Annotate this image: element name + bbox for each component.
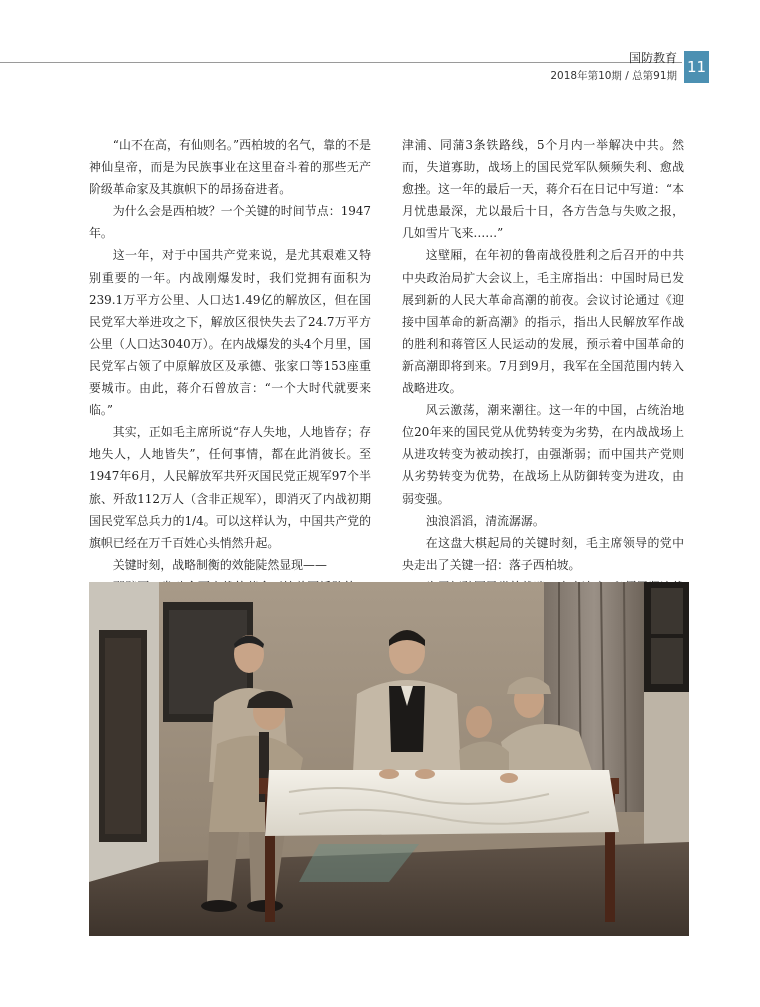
paragraph: 浊浪滔滔，清流潺潺。 xyxy=(425,513,545,528)
journal-name: 国防教育 xyxy=(628,51,677,65)
photo-wax-figures-meeting xyxy=(89,582,689,936)
paragraph: “山不在高，有仙则名。”西柏坡的名气，靠的不是神仙皇帝，而是为民族事业在这里奋斗着的那些无产阶级革命家及其旗帜下的昂扬奋进者。 xyxy=(89,138,371,197)
page-number: 11 xyxy=(684,51,709,83)
paragraph: 津浦、同蒲3条铁路线，5个月内一举解决中共。然而，失道寡助，战场上的国民党军队频频失利、愈战愈挫。这一年的最后一天，蒋介石在日记中写道：“本月忧患最深，尤以最后十日，各方告急与失败之报，几如雪片飞来……” xyxy=(402,138,684,241)
paragraph: 风云激荡，潮来潮往。这一年的中国，占统治地位20年来的国民党从优势转变为劣势，在内战战场上从进攻转变为被动挨打，由强渐弱；而中国共产党则从劣势转变为优势，在战场上从防御转变为进攻，由弱变强。 xyxy=(402,403,684,506)
paragraph: 为什么会是西柏坡？一个关键的时间节点：1947年。 xyxy=(89,204,371,241)
header-rule xyxy=(0,62,682,63)
paragraph: 关键时刻，战略制衡的效能陡然显现—— xyxy=(112,557,327,572)
photo-illustration xyxy=(89,582,689,936)
paragraph: 其实，正如毛主席所说“存人失地，人地皆存；存地失人，人地皆失”，任何事情，都在此消彼长。至1947年6月，人民解放军共歼灭国民党正规军97个半旅、歼敌112万人（含非正规军），即消灭了内战初期国民党军总兵力的1/4。可以这样认为，中国共产党的旗帜已经在万千百姓心头悄然升起。 xyxy=(89,425,371,550)
paragraph: 这一年，对于中国共产党来说，是尤其艰难又特别重要的一年。内战刚爆发时，我们党拥有面积为239.1万平方公里、人口达1.49亿的解放区，但在国民党军大举进攻之下，解放区很快失去了24.7万平方公里（人口达3040万）。在内战爆发的头4个月里，国民党军占领了中原解放区及承德、张家口等153座重要城市。由此，蒋介石曾放言：“一个大时代就要来临。” xyxy=(89,248,371,418)
issue-info: 2018年第10期 / 总第91期 xyxy=(550,70,677,82)
paragraph: 这壁厢，在年初的鲁南战役胜利之后召开的中共中央政治局扩大会议上，毛主席指出：中国时局已发展到新的人民大革命高潮的前夜。会议讨论通过《迎接中国革命的新高潮》的指示，指出人民解放军作战的胜利和蒋管区人民运动的发展，预示着中国革命的新高潮即将到来。7月到9月，我军在全国范围内转入战略进攻。 xyxy=(402,248,684,396)
left-column xyxy=(89,134,371,642)
paragraph: 在这盘大棋起局的关键时刻，毛主席领导的党中央走出了关键一招：落子西柏坡。 xyxy=(402,535,684,572)
